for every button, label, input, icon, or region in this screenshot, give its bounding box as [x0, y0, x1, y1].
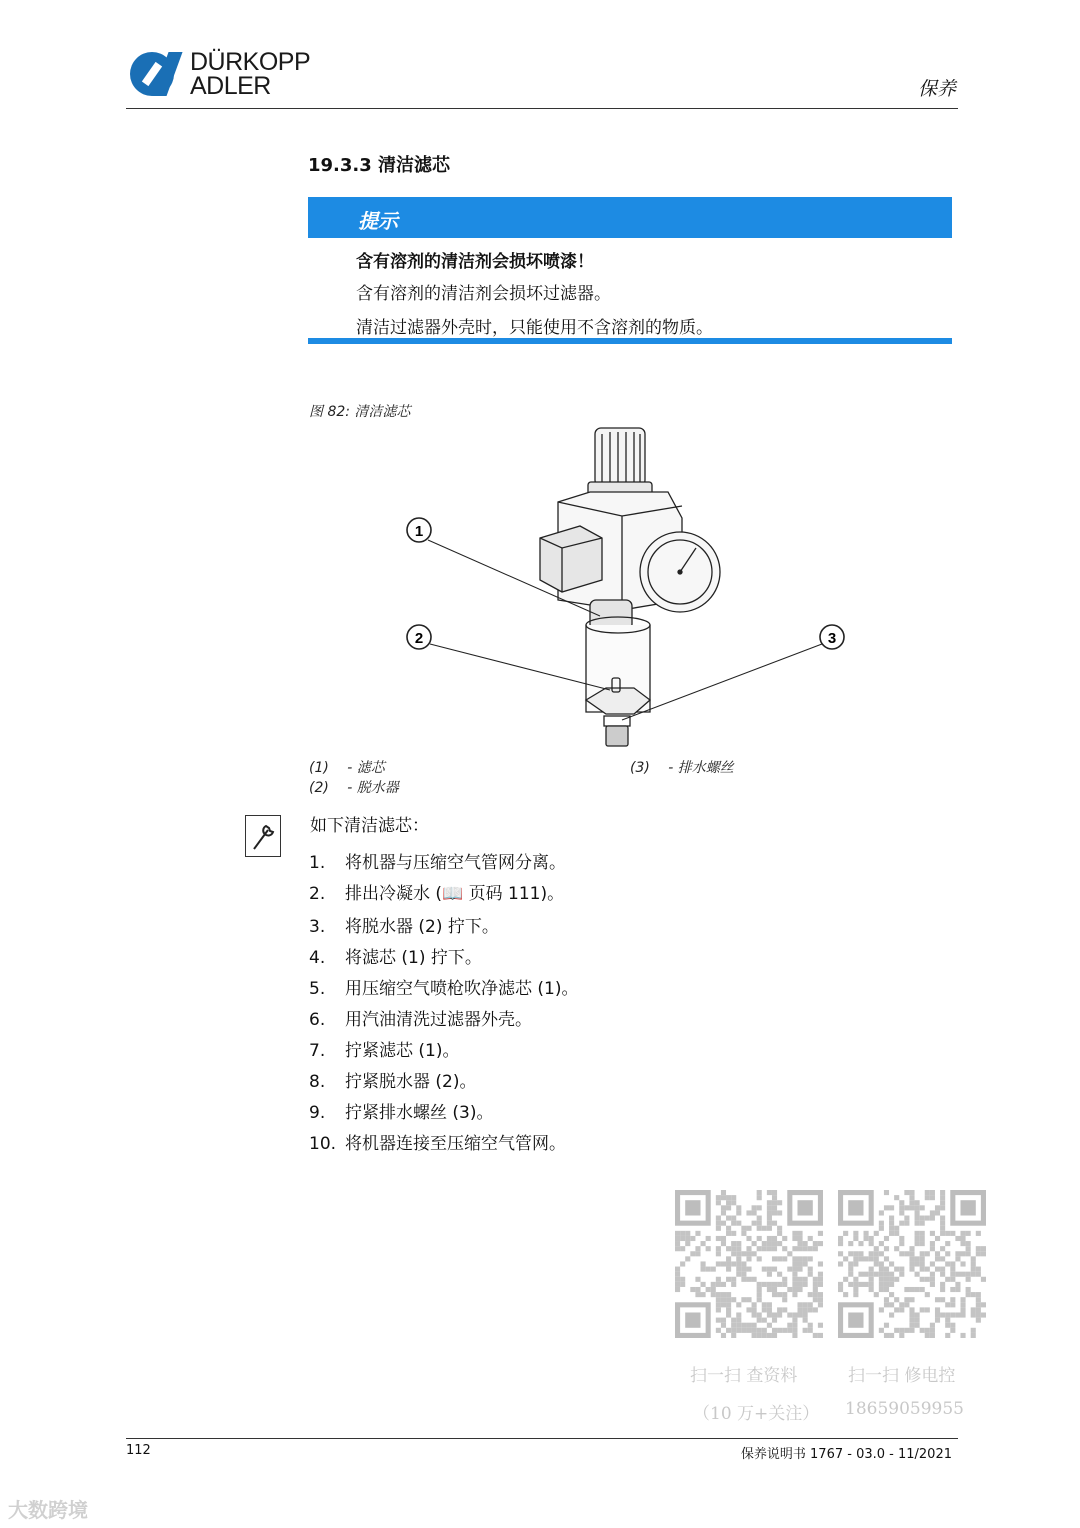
notice-line-2: 含有溶剂的清洁剂会损坏过滤器。 — [356, 284, 611, 304]
watermark-text: 扫一扫 修电控 — [848, 1366, 956, 1386]
svg-text:3: 3 — [827, 630, 837, 647]
step-item: 3. 将脱水器 (2) 拧下。 — [309, 917, 499, 937]
notice-heading: 提示 — [358, 209, 398, 233]
legend-num: (3) — [630, 760, 650, 776]
qr-code-left — [675, 1190, 823, 1338]
brand-name — [190, 50, 310, 98]
filter-regulator-illustration — [390, 420, 860, 760]
watermark-text: （10 万+关注） — [693, 1404, 820, 1424]
callout-2 — [407, 625, 431, 649]
corner-watermark: 大数跨境 — [8, 1498, 88, 1522]
section-title: 19.3.3 清洁滤芯 — [308, 155, 451, 176]
legend-item-1 — [309, 757, 385, 777]
page-number: 112 — [126, 1443, 151, 1458]
step-item: 7. 拧紧滤芯 (1)。 — [309, 1041, 460, 1061]
header-divider — [126, 108, 958, 109]
legend-text: - 排水螺丝 — [668, 760, 734, 776]
header-section-title: 保养 — [917, 78, 956, 100]
legend-text: - 滤芯 — [347, 760, 385, 776]
svg-text:2: 2 — [414, 630, 424, 647]
step-item: 10. 将机器连接至压缩空气管网。 — [309, 1134, 566, 1154]
procedure-intro: 如下清洁滤芯： — [310, 816, 429, 836]
step-item: 2. 排出冷凝水 (📖 页码 111)。 — [309, 884, 565, 904]
notice-line-3: 清洁过滤器外壳时，只能使用不含溶剂的物质。 — [356, 318, 713, 338]
legend-num: (2) — [309, 780, 329, 796]
step-item: 9. 拧紧排水螺丝 (3)。 — [309, 1103, 494, 1123]
legend-item-3 — [630, 757, 734, 777]
callout-1 — [407, 518, 431, 542]
notice-bottom-bar — [308, 338, 952, 344]
step-item: 8. 拧紧脱水器 (2)。 — [309, 1072, 477, 1092]
legend-item-2 — [309, 777, 399, 797]
legend-num: (1) — [309, 760, 329, 776]
qr-code-right — [838, 1190, 986, 1338]
legend-text: - 脱水器 — [347, 780, 399, 796]
brand-line-2: ADLER — [190, 72, 271, 100]
document-reference: 保养说明书 1767 - 03.0 - 11/2021 — [740, 1447, 952, 1462]
wrench-icon — [245, 815, 281, 857]
step-item: 1. 将机器与压缩空气管网分离。 — [309, 853, 566, 873]
notice-line-1: 含有溶剂的清洁剂会损坏喷漆！ — [356, 252, 594, 272]
footer-divider — [126, 1438, 958, 1439]
watermark-text: 扫一扫 查资料 — [690, 1366, 798, 1386]
step-item: 5. 用压缩空气喷枪吹净滤芯 (1)。 — [309, 979, 579, 999]
figure-caption: 图 82: 清洁滤芯 — [309, 404, 411, 420]
watermark-text: 18659059955 — [845, 1399, 964, 1419]
brand-line-1: DÜRKOPP — [190, 48, 311, 76]
step-item: 4. 将滤芯 (1) 拧下。 — [309, 948, 482, 968]
step-item: 6. 用汽油清洗过滤器外壳。 — [309, 1010, 532, 1030]
notice-header — [308, 197, 952, 238]
callout-3 — [820, 625, 844, 649]
svg-text:1: 1 — [414, 523, 424, 540]
